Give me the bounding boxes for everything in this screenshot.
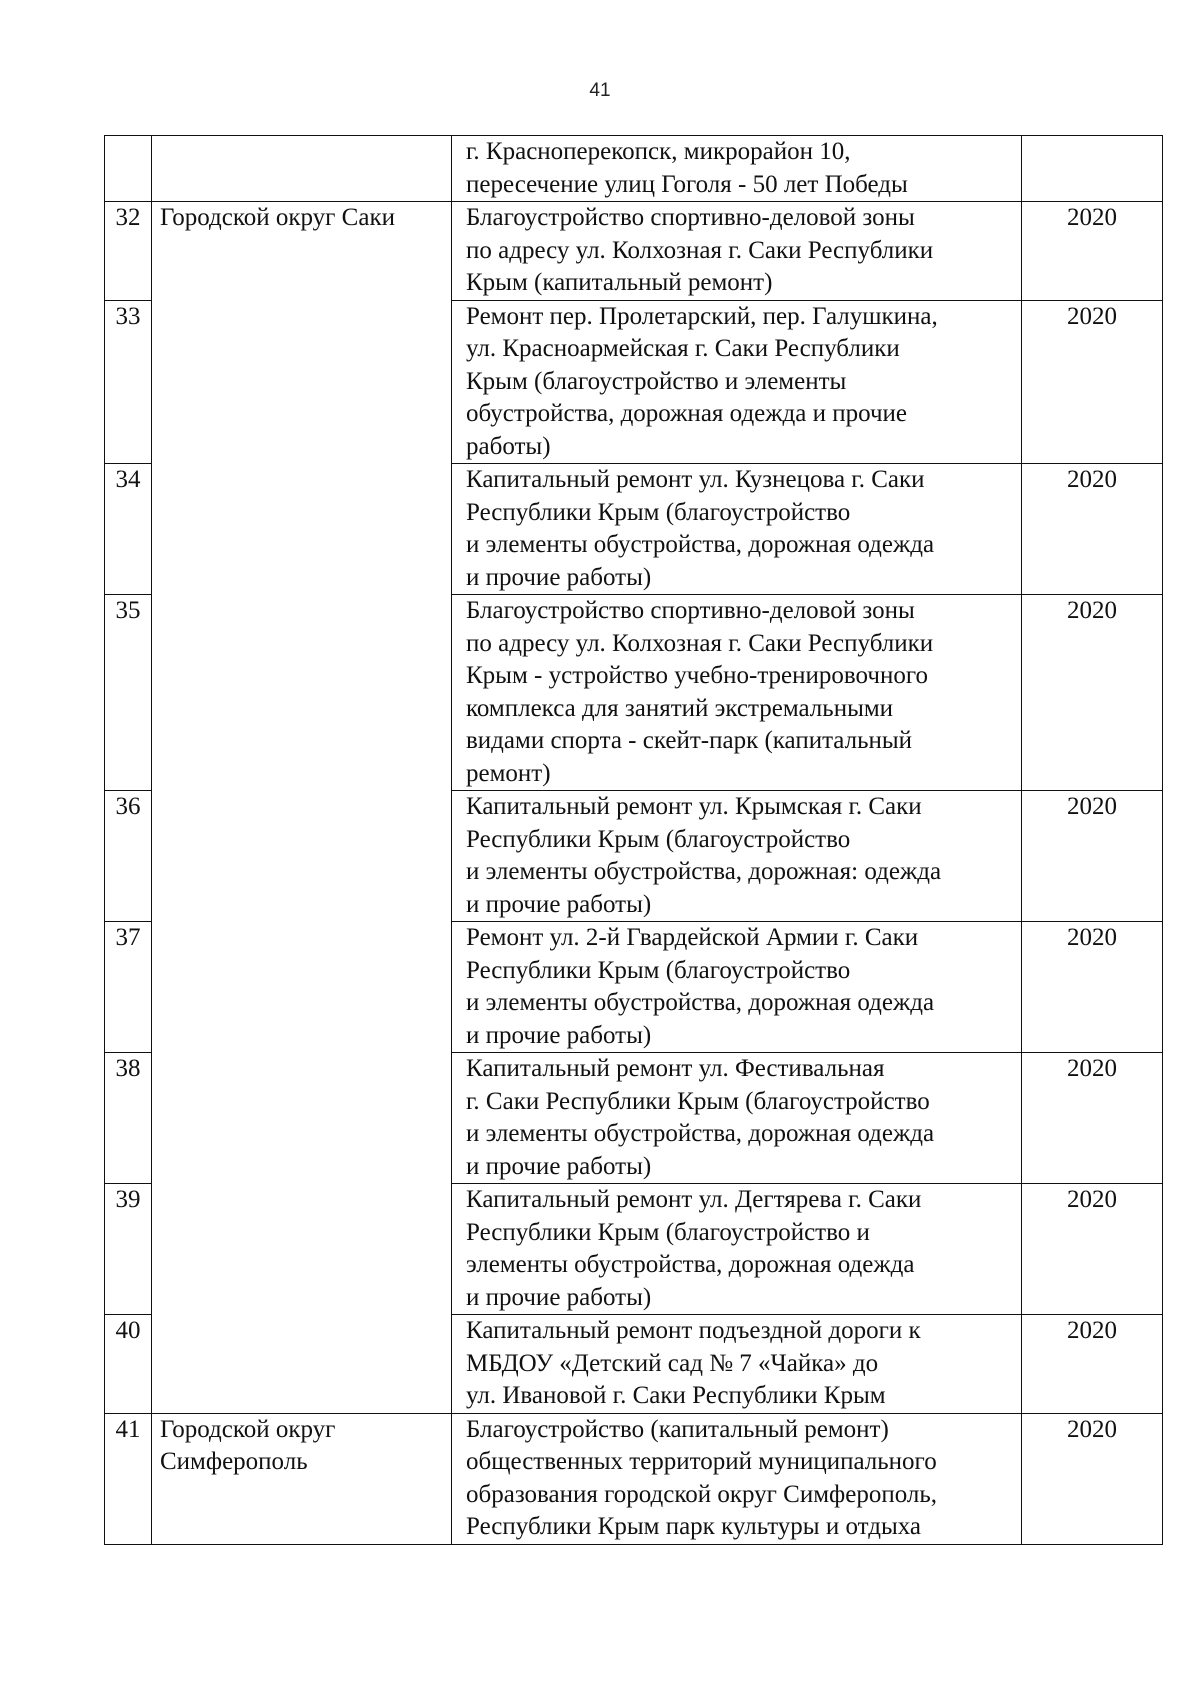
year-cell: 2020: [1022, 1413, 1163, 1544]
description-cell: [452, 595, 1022, 791]
municipality-cell: [152, 791, 452, 922]
description-line: и прочие работы): [466, 1021, 652, 1049]
projects-table: [104, 135, 1163, 1545]
description-line: Благоустройство спортивно-деловой зоны: [466, 597, 915, 624]
row-number: 35: [105, 595, 152, 791]
description-cell: [452, 464, 1022, 595]
municipality-cell: [152, 922, 452, 1053]
description-line: и прочие работы): [466, 1283, 652, 1311]
description-line: Ремонт ул. 2-й Гвардейской Армии г. Саки: [466, 924, 919, 951]
description-line: Республики Крым (благоустройство: [466, 956, 851, 984]
description-line: и прочие работы): [466, 1152, 652, 1180]
description-cell: [452, 136, 1022, 202]
year-cell: 2020: [1022, 595, 1163, 791]
table-row: [105, 1184, 1163, 1315]
description-line: и элементы обустройства, дорожная одежда: [466, 531, 935, 558]
municipality-cell: [152, 1413, 452, 1544]
description-line: обустройства, дорожная одежда и прочие: [466, 400, 908, 427]
description-line: ул. Ивановой г. Саки Республики Крым: [466, 1382, 886, 1409]
description-cell: [452, 922, 1022, 1053]
table-row: [105, 300, 1163, 464]
description-cell: [452, 1184, 1022, 1315]
table-row: [105, 1053, 1163, 1184]
description-line: и элементы обустройства, дорожная: одежда: [466, 858, 942, 885]
municipality-line: Симферополь: [160, 1448, 308, 1475]
description-cell: [452, 1053, 1022, 1184]
description-line: комплекса для занятий экстремальными: [466, 694, 894, 722]
table-row: [105, 202, 1163, 301]
description-line: Капитальный ремонт подъездной дороги к: [466, 1317, 921, 1344]
description-line: МБДОУ «Детский сад № 7 «Чайка» до: [466, 1349, 879, 1377]
description-line: Республики Крым парк культуры и отдыха: [466, 1513, 922, 1540]
description-cell: [452, 791, 1022, 922]
row-number: 39: [105, 1184, 152, 1315]
description-line: Благоустройство спортивно-деловой зоны: [466, 204, 915, 231]
description-line: Республики Крым (благоустройство: [466, 498, 851, 526]
description-line: Крым - устройство учебно-тренировочного: [466, 662, 928, 689]
description-line: и прочие работы): [466, 890, 652, 918]
description-line: Крым (капитальный ремонт): [466, 269, 773, 296]
municipality-cell: [152, 136, 452, 202]
table-row: [105, 595, 1163, 791]
table-row: [105, 464, 1163, 595]
description-line: Республики Крым (благоустройство и: [466, 1218, 870, 1246]
municipality-cell: [152, 300, 452, 464]
description-line: ремонт): [466, 759, 551, 787]
table-row: [105, 922, 1163, 1053]
municipality-cell: [152, 1053, 452, 1184]
table-row: [105, 1413, 1163, 1544]
description-line: Капитальный ремонт ул. Кузнецова г. Саки: [466, 466, 925, 493]
description-line: и элементы обустройства, дорожная одежда: [466, 1120, 935, 1147]
municipality-cell: [152, 1184, 452, 1315]
municipality-cell: [152, 595, 452, 791]
municipality-line: Городской округ Саки: [160, 204, 395, 231]
description-line: Ремонт пер. Пролетарский, пер. Галушкина,: [466, 302, 938, 330]
year-cell: 2020: [1022, 1315, 1163, 1414]
table-row: [105, 136, 1163, 202]
description-cell: [452, 1315, 1022, 1414]
description-line: образования городской округ Симферополь,: [466, 1480, 938, 1508]
row-number: 37: [105, 922, 152, 1053]
description-cell: [452, 1413, 1022, 1544]
description-line: ул. Красноармейская г. Саки Республики: [466, 335, 900, 362]
description-line: элементы обустройства, дорожная одежда: [466, 1251, 915, 1278]
year-cell: 2020: [1022, 464, 1163, 595]
row-number: 40: [105, 1315, 152, 1414]
row-number: 33: [105, 300, 152, 464]
description-line: Благоустройство (капитальный ремонт): [466, 1415, 889, 1443]
description-line: Республики Крым (благоустройство: [466, 825, 851, 853]
table-body: [105, 136, 1163, 1545]
year-cell: 2020: [1022, 300, 1163, 464]
description-line: общественных территорий муниципального: [466, 1448, 937, 1475]
description-line: и элементы обустройства, дорожная одежда: [466, 989, 935, 1016]
table-row: [105, 791, 1163, 922]
row-number: 41: [105, 1413, 152, 1544]
year-cell: 2020: [1022, 1053, 1163, 1184]
row-number: 34: [105, 464, 152, 595]
table-row: [105, 1315, 1163, 1414]
description-line: Капитальный ремонт ул. Фестивальная: [466, 1055, 885, 1082]
municipality-cell: [152, 464, 452, 595]
description-line: и прочие работы): [466, 563, 652, 591]
description-line: работы): [466, 432, 551, 460]
year-cell: 2020: [1022, 791, 1163, 922]
description-cell: [452, 202, 1022, 301]
row-number: 38: [105, 1053, 152, 1184]
description-line: видами спорта - скейт-парк (капитальный: [466, 727, 913, 754]
description-line: Крым (благоустройство и элементы: [466, 367, 847, 395]
description-line: по адресу ул. Колхозная г. Саки Республики: [466, 236, 934, 264]
year-cell: 2020: [1022, 1184, 1163, 1315]
municipality-cell: [152, 202, 452, 301]
year-cell: [1022, 136, 1163, 202]
description-line: пересечение улиц Гоголя - 50 лет Победы: [466, 170, 908, 198]
description-line: г. Саки Республики Крым (благоустройство: [466, 1087, 930, 1115]
year-cell: 2020: [1022, 202, 1163, 301]
row-number: 32: [105, 202, 152, 301]
municipality-line: Городской округ: [160, 1415, 336, 1443]
page-number: 41: [589, 80, 611, 101]
row-number: 36: [105, 791, 152, 922]
description-line: г. Красноперекопск, микрорайон 10,: [466, 138, 851, 165]
municipality-cell: [152, 1315, 452, 1414]
description-line: Капитальный ремонт ул. Крымская г. Саки: [466, 793, 922, 820]
row-number: [105, 136, 152, 202]
description-cell: [452, 300, 1022, 464]
description-line: Капитальный ремонт ул. Дегтярева г. Саки: [466, 1186, 922, 1213]
description-line: по адресу ул. Колхозная г. Саки Республики: [466, 629, 934, 657]
year-cell: 2020: [1022, 922, 1163, 1053]
